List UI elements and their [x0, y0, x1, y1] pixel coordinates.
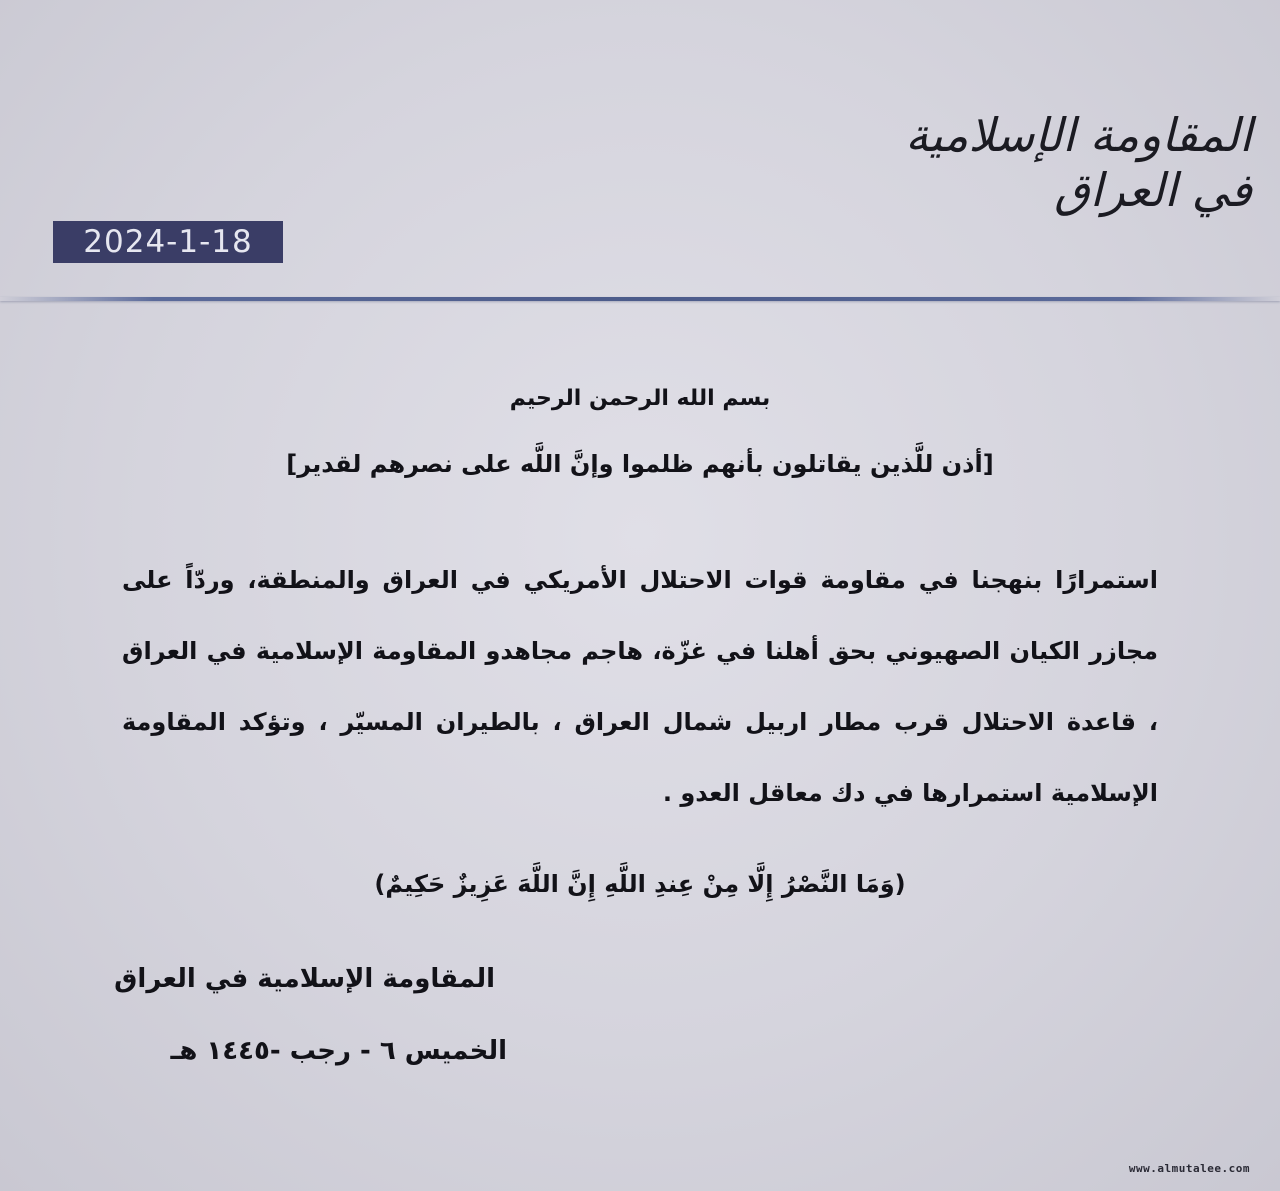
website-watermark: www.almutalee.com — [1128, 1162, 1250, 1175]
statement-body: استمرارًا بنهجنا في مقاومة قوات الاحتلال الأمريكي في العراق والمنطقة، وردّاً على مجازر الكيان الصهيوني بحق أهلنا في غزّة، هاجم مجاهدو المقاومة الإسلامية في العراق ، قاعدة الاحتلال قرب مطار اربيل شمال العراق ، بالطيران المسيّر ، وتؤكد المقاومة الإسلامية استمرارها في دك معاقل العدو . — [122, 566, 1158, 807]
basmala: بسم الله الرحمن الرحيم — [509, 386, 771, 411]
opening-verse: [أذن للَّذين يقاتلون بأنهم ظلموا وإنَّ اللَّه على نصرهم لقدير] — [286, 450, 994, 478]
organization-logo: المقاومة الإسلامية في العراق — [905, 108, 1252, 218]
closing-verse: (وَمَا النَّصْرُ إِلَّا مِنْ عِندِ اللَّهِ إِنَّ اللَّهَ عَزِيزٌ حَكِيمٌ) — [374, 870, 906, 898]
header-divider — [0, 297, 1280, 301]
signature-date: الخميس ٦ - رجب -١٤٤٥ هـ — [170, 1036, 507, 1066]
signature-organization: المقاومة الإسلامية في العراق — [114, 964, 495, 994]
date-badge: 2024-1-18 — [53, 221, 283, 263]
